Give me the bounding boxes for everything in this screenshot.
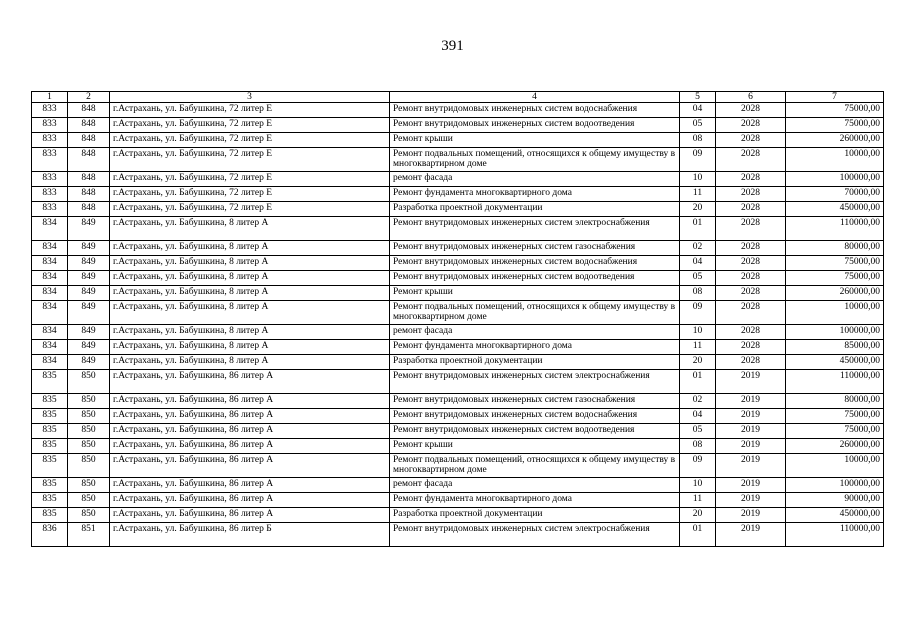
cell-house-number: 849 — [68, 271, 110, 286]
cell-cost: 75000,00 — [786, 103, 884, 118]
table-row — [32, 409, 884, 424]
cell-address: г.Астрахань, ул. Бабушкина, 86 литер А — [110, 424, 390, 439]
cell-record-number: 835 — [32, 424, 68, 439]
cell-work-type: Ремонт внутридомовых инженерных систем электроснабжения — [390, 523, 680, 547]
cell-cost: 70000,00 — [786, 187, 884, 202]
cell-cost: 75000,00 — [786, 118, 884, 133]
cell-address: г.Астрахань, ул. Бабушкина, 86 литер А — [110, 493, 390, 508]
cell-year: 2028 — [716, 172, 786, 187]
cell-year: 2028 — [716, 217, 786, 241]
header-cell: 7 — [786, 92, 884, 103]
cell-cost: 110000,00 — [786, 370, 884, 394]
cell-record-number: 834 — [32, 355, 68, 370]
table-row — [32, 370, 884, 394]
cell-address: г.Астрахань, ул. Бабушкина, 8 литер А — [110, 271, 390, 286]
table-row — [32, 394, 884, 409]
cell-cost: 100000,00 — [786, 325, 884, 340]
cell-house-number: 850 — [68, 454, 110, 478]
table-row — [32, 508, 884, 523]
cell-house-number: 849 — [68, 217, 110, 241]
table-row — [32, 454, 884, 478]
header-cell: 1 — [32, 92, 68, 103]
table-row — [32, 325, 884, 340]
cell-address: г.Астрахань, ул. Бабушкина, 8 литер А — [110, 340, 390, 355]
cell-cost: 80000,00 — [786, 394, 884, 409]
cell-year: 2019 — [716, 478, 786, 493]
cell-work-code: 20 — [680, 355, 716, 370]
cell-address: г.Астрахань, ул. Бабушкина, 8 литер А — [110, 325, 390, 340]
cell-address: г.Астрахань, ул. Бабушкина, 72 литер Е — [110, 187, 390, 202]
cell-record-number: 835 — [32, 394, 68, 409]
cell-work-code: 04 — [680, 103, 716, 118]
cell-year: 2028 — [716, 340, 786, 355]
cell-work-type: Разработка проектной документации — [390, 355, 680, 370]
cell-work-type: Ремонт внутридомовых инженерных систем газоснабжения — [390, 241, 680, 256]
cell-house-number: 848 — [68, 133, 110, 148]
cell-year: 2019 — [716, 439, 786, 454]
cell-work-type: Ремонт внутридомовых инженерных систем электроснабжения — [390, 217, 680, 241]
cell-year: 2028 — [716, 325, 786, 340]
cell-cost: 90000,00 — [786, 493, 884, 508]
cell-record-number: 835 — [32, 439, 68, 454]
header-cell: 4 — [390, 92, 680, 103]
cell-work-type: Ремонт внутридомовых инженерных систем водоснабжения — [390, 409, 680, 424]
cell-cost: 10000,00 — [786, 301, 884, 325]
cell-house-number: 850 — [68, 478, 110, 493]
cell-house-number: 848 — [68, 118, 110, 133]
cell-house-number: 848 — [68, 187, 110, 202]
cell-record-number: 835 — [32, 493, 68, 508]
cell-work-code: 02 — [680, 241, 716, 256]
cell-house-number: 848 — [68, 103, 110, 118]
cell-work-code: 11 — [680, 493, 716, 508]
cell-record-number: 835 — [32, 370, 68, 394]
header-cell: 2 — [68, 92, 110, 103]
cell-address: г.Астрахань, ул. Бабушкина, 72 литер Е — [110, 148, 390, 172]
cell-year: 2019 — [716, 394, 786, 409]
cell-year: 2028 — [716, 187, 786, 202]
cell-cost: 100000,00 — [786, 172, 884, 187]
cell-work-type: Ремонт внутридомовых инженерных систем газоснабжения — [390, 394, 680, 409]
cell-record-number: 834 — [32, 256, 68, 271]
cell-cost: 85000,00 — [786, 340, 884, 355]
cell-work-type: Ремонт крыши — [390, 439, 680, 454]
cell-year: 2028 — [716, 103, 786, 118]
cell-address: г.Астрахань, ул. Бабушкина, 72 литер Е — [110, 172, 390, 187]
cell-work-code: 20 — [680, 202, 716, 217]
cell-record-number: 836 — [32, 523, 68, 547]
cell-address: г.Астрахань, ул. Бабушкина, 86 литер А — [110, 478, 390, 493]
cell-work-type: ремонт фасада — [390, 478, 680, 493]
table-row — [32, 301, 884, 325]
cell-work-code: 10 — [680, 478, 716, 493]
cell-record-number: 835 — [32, 454, 68, 478]
cell-house-number: 850 — [68, 424, 110, 439]
cell-address: г.Астрахань, ул. Бабушкина, 8 литер А — [110, 217, 390, 241]
cell-house-number: 849 — [68, 286, 110, 301]
cell-work-type: Ремонт подвальных помещений, относящихся к общему имуществу в многоквартирном доме — [390, 301, 680, 325]
cell-work-code: 09 — [680, 148, 716, 172]
cell-address: г.Астрахань, ул. Бабушкина, 72 литер Е — [110, 118, 390, 133]
cell-work-code: 05 — [680, 271, 716, 286]
cell-cost: 75000,00 — [786, 409, 884, 424]
cell-work-type: Ремонт фундамента многоквартирного дома — [390, 340, 680, 355]
cell-house-number: 848 — [68, 172, 110, 187]
cell-record-number: 833 — [32, 103, 68, 118]
cell-house-number: 849 — [68, 355, 110, 370]
cell-cost: 260000,00 — [786, 133, 884, 148]
cell-work-code: 01 — [680, 523, 716, 547]
cell-work-code: 10 — [680, 172, 716, 187]
table-row — [32, 271, 884, 286]
cell-record-number: 834 — [32, 286, 68, 301]
table-row — [32, 478, 884, 493]
cell-address: г.Астрахань, ул. Бабушкина, 8 литер А — [110, 286, 390, 301]
cell-house-number: 850 — [68, 370, 110, 394]
cell-work-type: Ремонт внутридомовых инженерных систем электроснабжения — [390, 370, 680, 394]
cell-house-number: 848 — [68, 202, 110, 217]
cell-address: г.Астрахань, ул. Бабушкина, 8 литер А — [110, 355, 390, 370]
table-row — [32, 148, 884, 172]
cell-work-code: 01 — [680, 370, 716, 394]
cell-work-type: Ремонт внутридомовых инженерных систем водоотведения — [390, 118, 680, 133]
cell-year: 2019 — [716, 454, 786, 478]
cell-house-number: 851 — [68, 523, 110, 547]
cell-year: 2028 — [716, 241, 786, 256]
cell-record-number: 834 — [32, 340, 68, 355]
page-number: 391 — [441, 38, 464, 54]
header-cell: 3 — [110, 92, 390, 103]
table-row — [32, 118, 884, 133]
table-row — [32, 133, 884, 148]
cell-record-number: 835 — [32, 409, 68, 424]
table-row — [32, 355, 884, 370]
cell-year: 2028 — [716, 202, 786, 217]
cell-address: г.Астрахань, ул. Бабушкина, 72 литер Е — [110, 133, 390, 148]
cell-record-number: 833 — [32, 148, 68, 172]
cell-cost: 10000,00 — [786, 148, 884, 172]
table-row — [32, 523, 884, 547]
cell-work-type: Разработка проектной документации — [390, 508, 680, 523]
table-header-row — [32, 92, 884, 103]
cell-work-type: Ремонт внутридомовых инженерных систем водоснабжения — [390, 256, 680, 271]
cell-house-number: 850 — [68, 439, 110, 454]
table-row — [32, 424, 884, 439]
table-row — [32, 217, 884, 241]
cell-address: г.Астрахань, ул. Бабушкина, 86 литер А — [110, 394, 390, 409]
table-body — [32, 103, 884, 547]
cell-cost: 260000,00 — [786, 286, 884, 301]
cell-work-type: Разработка проектной документации — [390, 202, 680, 217]
cell-year: 2019 — [716, 409, 786, 424]
cell-address: г.Астрахань, ул. Бабушкина, 86 литер Б — [110, 523, 390, 547]
cell-house-number: 850 — [68, 394, 110, 409]
cell-work-code: 02 — [680, 394, 716, 409]
table-row — [32, 493, 884, 508]
cell-cost: 450000,00 — [786, 508, 884, 523]
cell-address: г.Астрахань, ул. Бабушкина, 86 литер А — [110, 439, 390, 454]
cell-work-code: 10 — [680, 325, 716, 340]
cell-work-type: Ремонт крыши — [390, 286, 680, 301]
cell-address: г.Астрахань, ул. Бабушкина, 8 литер А — [110, 256, 390, 271]
cell-work-type: Ремонт подвальных помещений, относящихся к общему имуществу в многоквартирном доме — [390, 148, 680, 172]
cell-record-number: 834 — [32, 301, 68, 325]
cell-record-number: 833 — [32, 133, 68, 148]
cell-work-type: Ремонт фундамента многоквартирного дома — [390, 493, 680, 508]
cell-house-number: 848 — [68, 148, 110, 172]
cell-year: 2028 — [716, 133, 786, 148]
cell-cost: 450000,00 — [786, 202, 884, 217]
cell-address: г.Астрахань, ул. Бабушкина, 86 литер А — [110, 454, 390, 478]
table-row — [32, 439, 884, 454]
cell-record-number: 834 — [32, 241, 68, 256]
cell-work-code: 09 — [680, 454, 716, 478]
cell-house-number: 850 — [68, 493, 110, 508]
cell-work-type: Ремонт внутридомовых инженерных систем водоотведения — [390, 424, 680, 439]
cell-work-code: 01 — [680, 217, 716, 241]
cell-house-number: 850 — [68, 409, 110, 424]
cell-address: г.Астрахань, ул. Бабушкина, 86 литер А — [110, 370, 390, 394]
cell-house-number: 849 — [68, 301, 110, 325]
cell-record-number: 835 — [32, 508, 68, 523]
cell-cost: 80000,00 — [786, 241, 884, 256]
cell-work-code: 09 — [680, 301, 716, 325]
cell-work-code: 08 — [680, 286, 716, 301]
cell-work-code: 20 — [680, 508, 716, 523]
cell-year: 2028 — [716, 286, 786, 301]
cell-work-code: 05 — [680, 118, 716, 133]
cell-work-type: Ремонт крыши — [390, 133, 680, 148]
cell-house-number: 849 — [68, 325, 110, 340]
cell-record-number: 833 — [32, 172, 68, 187]
cell-work-type: Ремонт внутридомовых инженерных систем водоотведения — [390, 271, 680, 286]
cell-cost: 450000,00 — [786, 355, 884, 370]
cell-record-number: 833 — [32, 187, 68, 202]
cell-year: 2019 — [716, 508, 786, 523]
cell-work-type: Ремонт фундамента многоквартирного дома — [390, 187, 680, 202]
cell-cost: 100000,00 — [786, 478, 884, 493]
cell-record-number: 834 — [32, 217, 68, 241]
cell-record-number: 834 — [32, 271, 68, 286]
cell-work-code: 05 — [680, 424, 716, 439]
cell-work-type: Ремонт подвальных помещений, относящихся к общему имуществу в многоквартирном доме — [390, 454, 680, 478]
cell-work-type: Ремонт внутридомовых инженерных систем водоснабжения — [390, 103, 680, 118]
cell-cost: 75000,00 — [786, 424, 884, 439]
cell-work-code: 04 — [680, 256, 716, 271]
cell-cost: 75000,00 — [786, 256, 884, 271]
cell-work-type: ремонт фасада — [390, 325, 680, 340]
cell-record-number: 835 — [32, 478, 68, 493]
table-row — [32, 202, 884, 217]
table-row — [32, 103, 884, 118]
table-row — [32, 172, 884, 187]
cell-cost: 10000,00 — [786, 454, 884, 478]
cell-house-number: 850 — [68, 508, 110, 523]
cell-address: г.Астрахань, ул. Бабушкина, 8 литер А — [110, 301, 390, 325]
cell-house-number: 849 — [68, 241, 110, 256]
table-row — [32, 187, 884, 202]
table-row — [32, 241, 884, 256]
cell-year: 2028 — [716, 271, 786, 286]
cell-address: г.Астрахань, ул. Бабушкина, 86 литер А — [110, 508, 390, 523]
cell-year: 2028 — [716, 118, 786, 133]
cell-year: 2028 — [716, 148, 786, 172]
cell-year: 2019 — [716, 424, 786, 439]
cell-cost: 260000,00 — [786, 439, 884, 454]
table-row — [32, 340, 884, 355]
cell-record-number: 833 — [32, 118, 68, 133]
cell-work-code: 04 — [680, 409, 716, 424]
cell-year: 2028 — [716, 256, 786, 271]
cell-year: 2019 — [716, 493, 786, 508]
cell-year: 2028 — [716, 301, 786, 325]
cell-work-code: 08 — [680, 133, 716, 148]
cell-address: г.Астрахань, ул. Бабушкина, 8 литер А — [110, 241, 390, 256]
cell-house-number: 849 — [68, 256, 110, 271]
header-cell: 5 — [680, 92, 716, 103]
cell-house-number: 849 — [68, 340, 110, 355]
cell-address: г.Астрахань, ул. Бабушкина, 72 литер Е — [110, 103, 390, 118]
table-row — [32, 256, 884, 271]
cell-cost: 110000,00 — [786, 523, 884, 547]
cell-work-type: ремонт фасада — [390, 172, 680, 187]
table-row — [32, 286, 884, 301]
cell-record-number: 834 — [32, 325, 68, 340]
cell-cost: 110000,00 — [786, 217, 884, 241]
cell-work-code: 11 — [680, 187, 716, 202]
cell-address: г.Астрахань, ул. Бабушкина, 72 литер Е — [110, 202, 390, 217]
cell-work-code: 11 — [680, 340, 716, 355]
cell-year: 2028 — [716, 355, 786, 370]
cell-cost: 75000,00 — [786, 271, 884, 286]
cell-year: 2019 — [716, 370, 786, 394]
cell-year: 2019 — [716, 523, 786, 547]
capital-repair-table — [31, 91, 884, 547]
cell-address: г.Астрахань, ул. Бабушкина, 86 литер А — [110, 409, 390, 424]
cell-record-number: 833 — [32, 202, 68, 217]
header-cell: 6 — [716, 92, 786, 103]
cell-work-code: 08 — [680, 439, 716, 454]
